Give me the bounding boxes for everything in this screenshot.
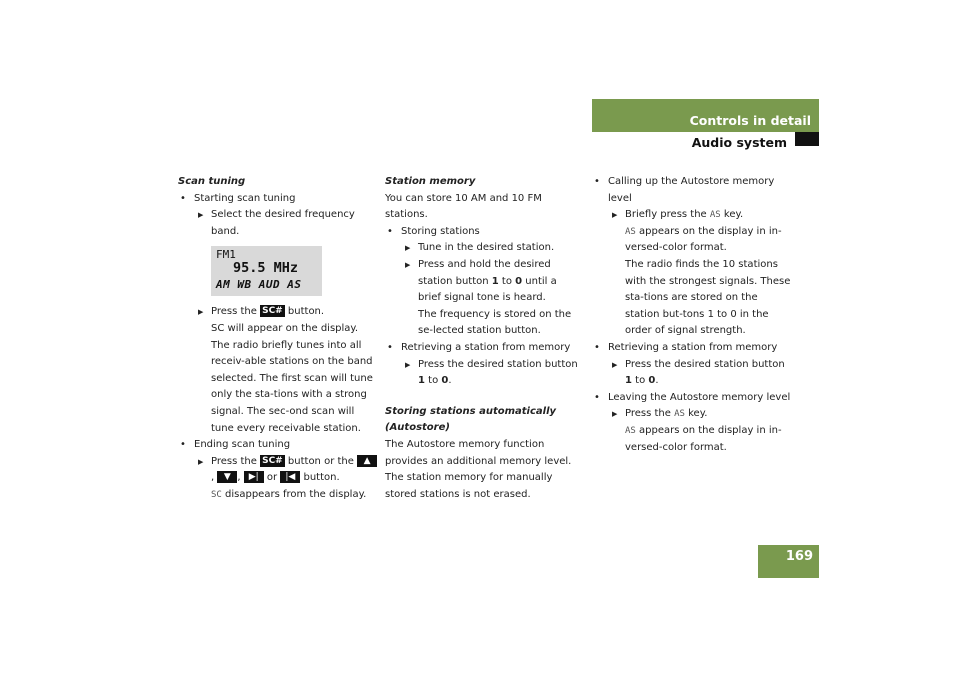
note-as-appears-2 (592, 423, 792, 456)
header-marker (795, 132, 819, 146)
text: Press the desired station button (625, 358, 785, 370)
section-title: Controls in detail (689, 113, 811, 128)
text: button. (300, 472, 340, 484)
note-sc-disappears (178, 487, 378, 504)
text: appears on the display in in-versed-color format. (625, 424, 782, 453)
text: appears on the display in in-versed-color format. (625, 225, 782, 254)
page-number-box (758, 545, 819, 578)
page-number: 169 (785, 549, 813, 564)
text: to (424, 375, 442, 387)
note-scan: SC will appear on the display. The radio briefly tunes into all receiv-able stations on the band selected. The first scan will tune only the sta-tions with a strong signal. The sec-ond scan will tune every receivable station. (211, 322, 373, 434)
text: Press the (625, 408, 675, 420)
note-as-appears (592, 224, 792, 257)
text: button or the (284, 455, 358, 467)
sc-key-icon: SC# (262, 455, 283, 466)
note-radio-finds: The radio finds the 10 stations with the strongest signals. These sta-tions are stored on the station but-tons 1 to 0 in the order of signal strength. (625, 258, 791, 337)
bullet-retrieving: • Retrieving a station from memory (385, 340, 581, 357)
column-autostore (592, 174, 792, 456)
as-code: AS (674, 409, 685, 420)
text: until a brief signal tone is heard. (418, 275, 557, 304)
text: Briefly press the (625, 209, 710, 221)
text: . (655, 375, 659, 387)
heading-station-memory: Station memory (385, 176, 476, 187)
column-station-memory (385, 174, 581, 503)
text: or (263, 472, 281, 484)
text: key. (684, 408, 708, 420)
as-code: AS (625, 226, 636, 237)
text: key. (720, 209, 744, 221)
intro-text: You can store 10 AM and 10 FM stations. (385, 192, 542, 221)
bullet-calling-autostore: • Calling up the Autostore memory level (592, 174, 792, 207)
step-hold (385, 257, 581, 307)
text: disappears from the display. (221, 488, 367, 500)
column-scan-tuning (178, 174, 378, 504)
display-indicators: AM WB AUD AS (216, 278, 302, 292)
down-arrow-icon: ▼ (217, 471, 237, 483)
sc-key-icon: SC# (262, 306, 283, 317)
autostore-text: The Autostore memory function provides an additional memory level. The station memory for manually stored stations is not erased. (385, 438, 572, 500)
sc-code: SC (211, 489, 222, 500)
header-bar (592, 99, 819, 132)
heading-autostore: Storing stations automatically (Autostore) (385, 405, 557, 434)
button-number: 0 (515, 275, 523, 287)
button-number: 0 (441, 375, 449, 387)
text: Press the (211, 455, 261, 467)
step-press-station (385, 357, 581, 390)
step-press-as (592, 207, 792, 224)
display-frequency: 95.5 MHz (233, 260, 299, 277)
text: button. (284, 306, 325, 318)
button-number: 1 (625, 375, 632, 387)
step-press-station-2 (592, 357, 792, 390)
text: Press the (211, 306, 261, 318)
radio-display (211, 246, 322, 296)
as-code: AS (709, 210, 721, 221)
step-end-scan: ▶ Press the SC# button or the ▲, ▼ , ▶| or |◀ button. (178, 454, 378, 487)
bullet-retrieving-2: • Retrieving a station from memory (592, 340, 792, 357)
text: . (448, 375, 452, 387)
display-band: FM1 (216, 248, 236, 262)
step-tune: ▶ Tune in the desired station. (385, 240, 581, 257)
heading-scan-tuning: Scan tuning (178, 176, 246, 187)
text: Press and hold the desired station button (418, 258, 551, 287)
step-select-band: ▶ Select the desired frequency band. (178, 207, 378, 240)
skip-back-icon: |◀ (280, 471, 300, 483)
skip-forward-icon: ▶| (244, 471, 264, 483)
section-subtitle: Audio system (691, 135, 787, 150)
step-press-sc (178, 304, 378, 321)
button-number: 1 (491, 275, 499, 287)
subheader-band (592, 132, 795, 153)
bullet-leaving: • Leaving the Autostore memory level (592, 390, 792, 407)
step-press-as-2 (592, 406, 792, 423)
note-stored: The frequency is stored on the se-lected station button. (418, 308, 572, 337)
as-code: AS (625, 425, 636, 436)
button-number: 0 (648, 375, 656, 387)
up-arrow-icon: ▲ (357, 455, 377, 467)
bullet-end-scan: • Ending scan tuning (178, 437, 378, 454)
text: Press the desired station button (418, 358, 578, 370)
button-number: 1 (418, 375, 425, 387)
bullet-start-scan: • Starting scan tuning (178, 191, 378, 208)
text: to (631, 375, 649, 387)
bullet-storing: • Storing stations (385, 224, 581, 241)
text: to (498, 275, 516, 287)
